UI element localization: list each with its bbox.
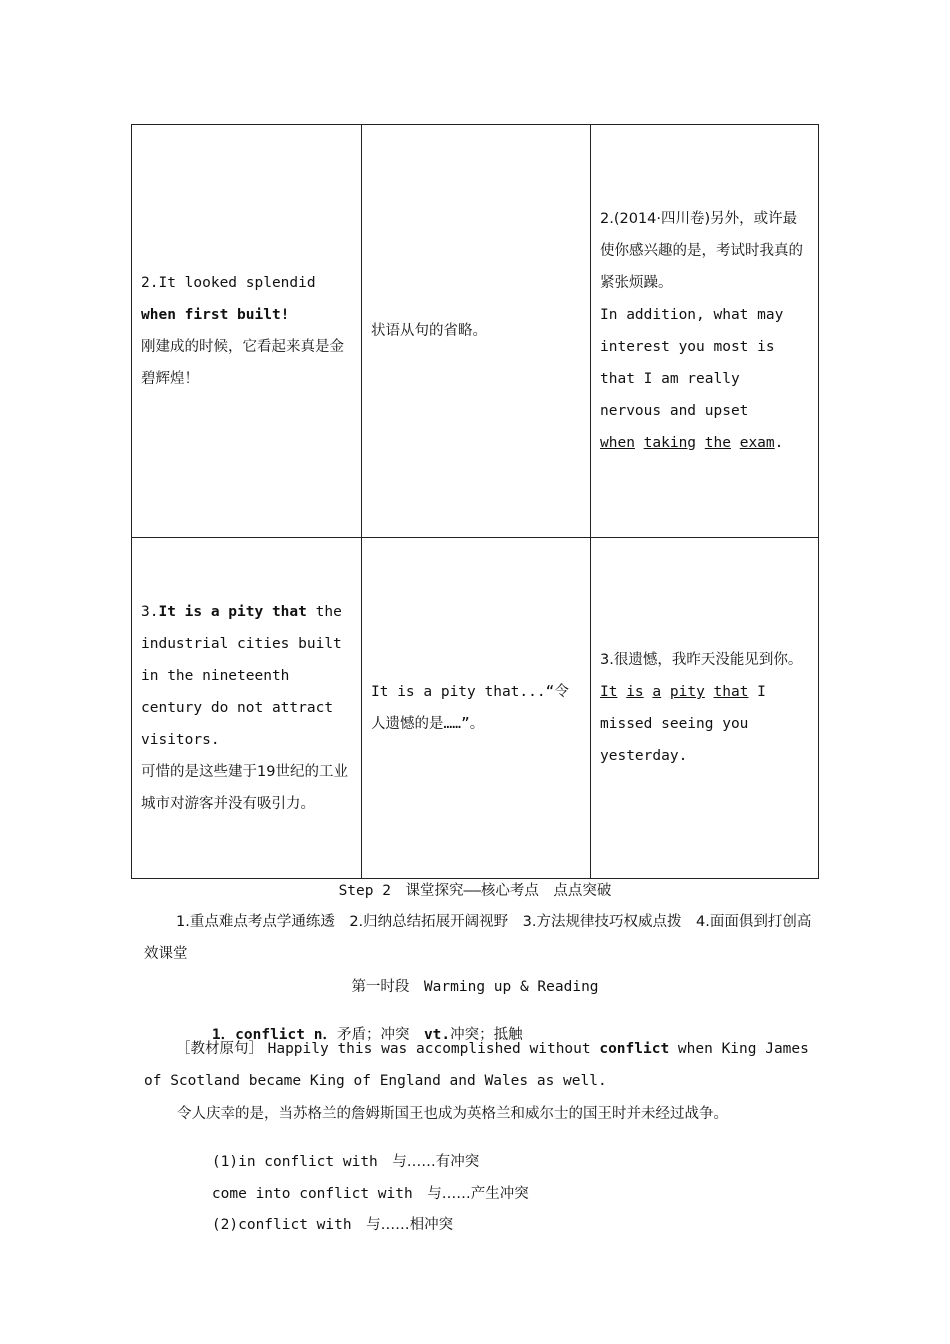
answer-word: is <box>626 684 644 700</box>
example-sentence-cell <box>132 125 362 538</box>
vocab-pos: vt. <box>423 1027 451 1043</box>
phrase-en: (2)conflict with <box>211 1217 367 1233</box>
phrase-zh: 与……有冲突 <box>392 1154 480 1170</box>
answer-word: taking <box>643 435 697 451</box>
example-table <box>131 124 819 879</box>
grammar-note-cell <box>362 538 591 879</box>
grammar-note: 状语从句的省略。 <box>371 323 487 339</box>
table-row <box>132 538 819 879</box>
sentence-keyword: when first built! <box>141 307 290 323</box>
sentence-text: the industrial cities built in the nineteenth century do not attract visitors. <box>141 604 342 748</box>
sentence-end: . <box>774 435 784 451</box>
source-text: when King James of Scotland became King of England and Wales as well. <box>144 1041 809 1089</box>
source-translation: 令人庆幸的是，当苏格兰的詹姆斯国王也成为英格兰和威尔士的国王时并未经过战争。 <box>177 1106 728 1122</box>
sentence-translation: 可惜的是这些建于19世纪的工业城市对游客并没有吸引力。 <box>141 764 348 812</box>
answer-word: when <box>600 435 635 451</box>
step-heading: Step 2 课堂探究——核心考点 点点突破 <box>338 883 612 899</box>
source-keyword: conflict <box>599 1041 670 1057</box>
step-points: 1.重点难点考点学通练透 2.归纳总结拓展开阔视野 3.方法规律技巧权威点拨 4.面面俱到打创高效课堂 <box>144 914 812 962</box>
phrase-en: come into conflict with <box>211 1186 428 1202</box>
grammar-note-cell <box>362 125 591 538</box>
answer-word: that <box>713 684 749 700</box>
exercise-sentence: I missed seeing you yesterday. <box>600 684 766 764</box>
vocab-meaning: 矛盾；冲突 <box>336 1027 424 1043</box>
phrase-zh: 与……产生冲突 <box>427 1186 529 1202</box>
vocab-word: 1．conflict n． <box>211 1027 337 1043</box>
source-sentence <box>144 1033 812 1097</box>
answer-word: It <box>600 684 618 700</box>
sentence-translation: 刚建成的时候，它看起来真是金碧辉煌！ <box>141 339 344 387</box>
answer-word: a <box>652 684 662 700</box>
exercise-cell <box>591 538 819 879</box>
section-heading: 第一时段 Warming up & Reading <box>351 979 599 995</box>
exercise-sentence: In addition, what may interest you most is that I am really nervous and upset <box>600 307 784 419</box>
grammar-note: It is a pity that...“令人遗憾的是……”。 <box>371 684 569 732</box>
sentence-text: 2.It looked splendid <box>141 275 316 291</box>
answer-word: exam <box>739 435 775 451</box>
exercise-cell <box>591 125 819 538</box>
source-label: ［教材原句］ <box>176 1041 268 1057</box>
source-text: Happily this was accomplished without <box>267 1041 600 1057</box>
exercise-prompt: 2.(2014·四川卷)另外，或许最使你感兴趣的是，考试时我真的紧张烦躁。 <box>600 211 803 291</box>
answer-word: pity <box>669 684 705 700</box>
phrase-en: (1)in conflict with <box>211 1154 393 1170</box>
sentence-number: 3. <box>141 604 159 620</box>
phrase-zh: 与……相冲突 <box>366 1217 454 1233</box>
exercise-prompt: 3.很遗憾，我昨天没能见到你。 <box>600 652 803 668</box>
phrase-item <box>177 1197 453 1250</box>
vocab-meaning: 冲突；抵触 <box>450 1027 523 1043</box>
sentence-keyword: It is a pity that <box>158 604 307 620</box>
answer-word: the <box>704 435 731 451</box>
table-row <box>132 125 819 538</box>
example-sentence-cell <box>132 538 362 879</box>
